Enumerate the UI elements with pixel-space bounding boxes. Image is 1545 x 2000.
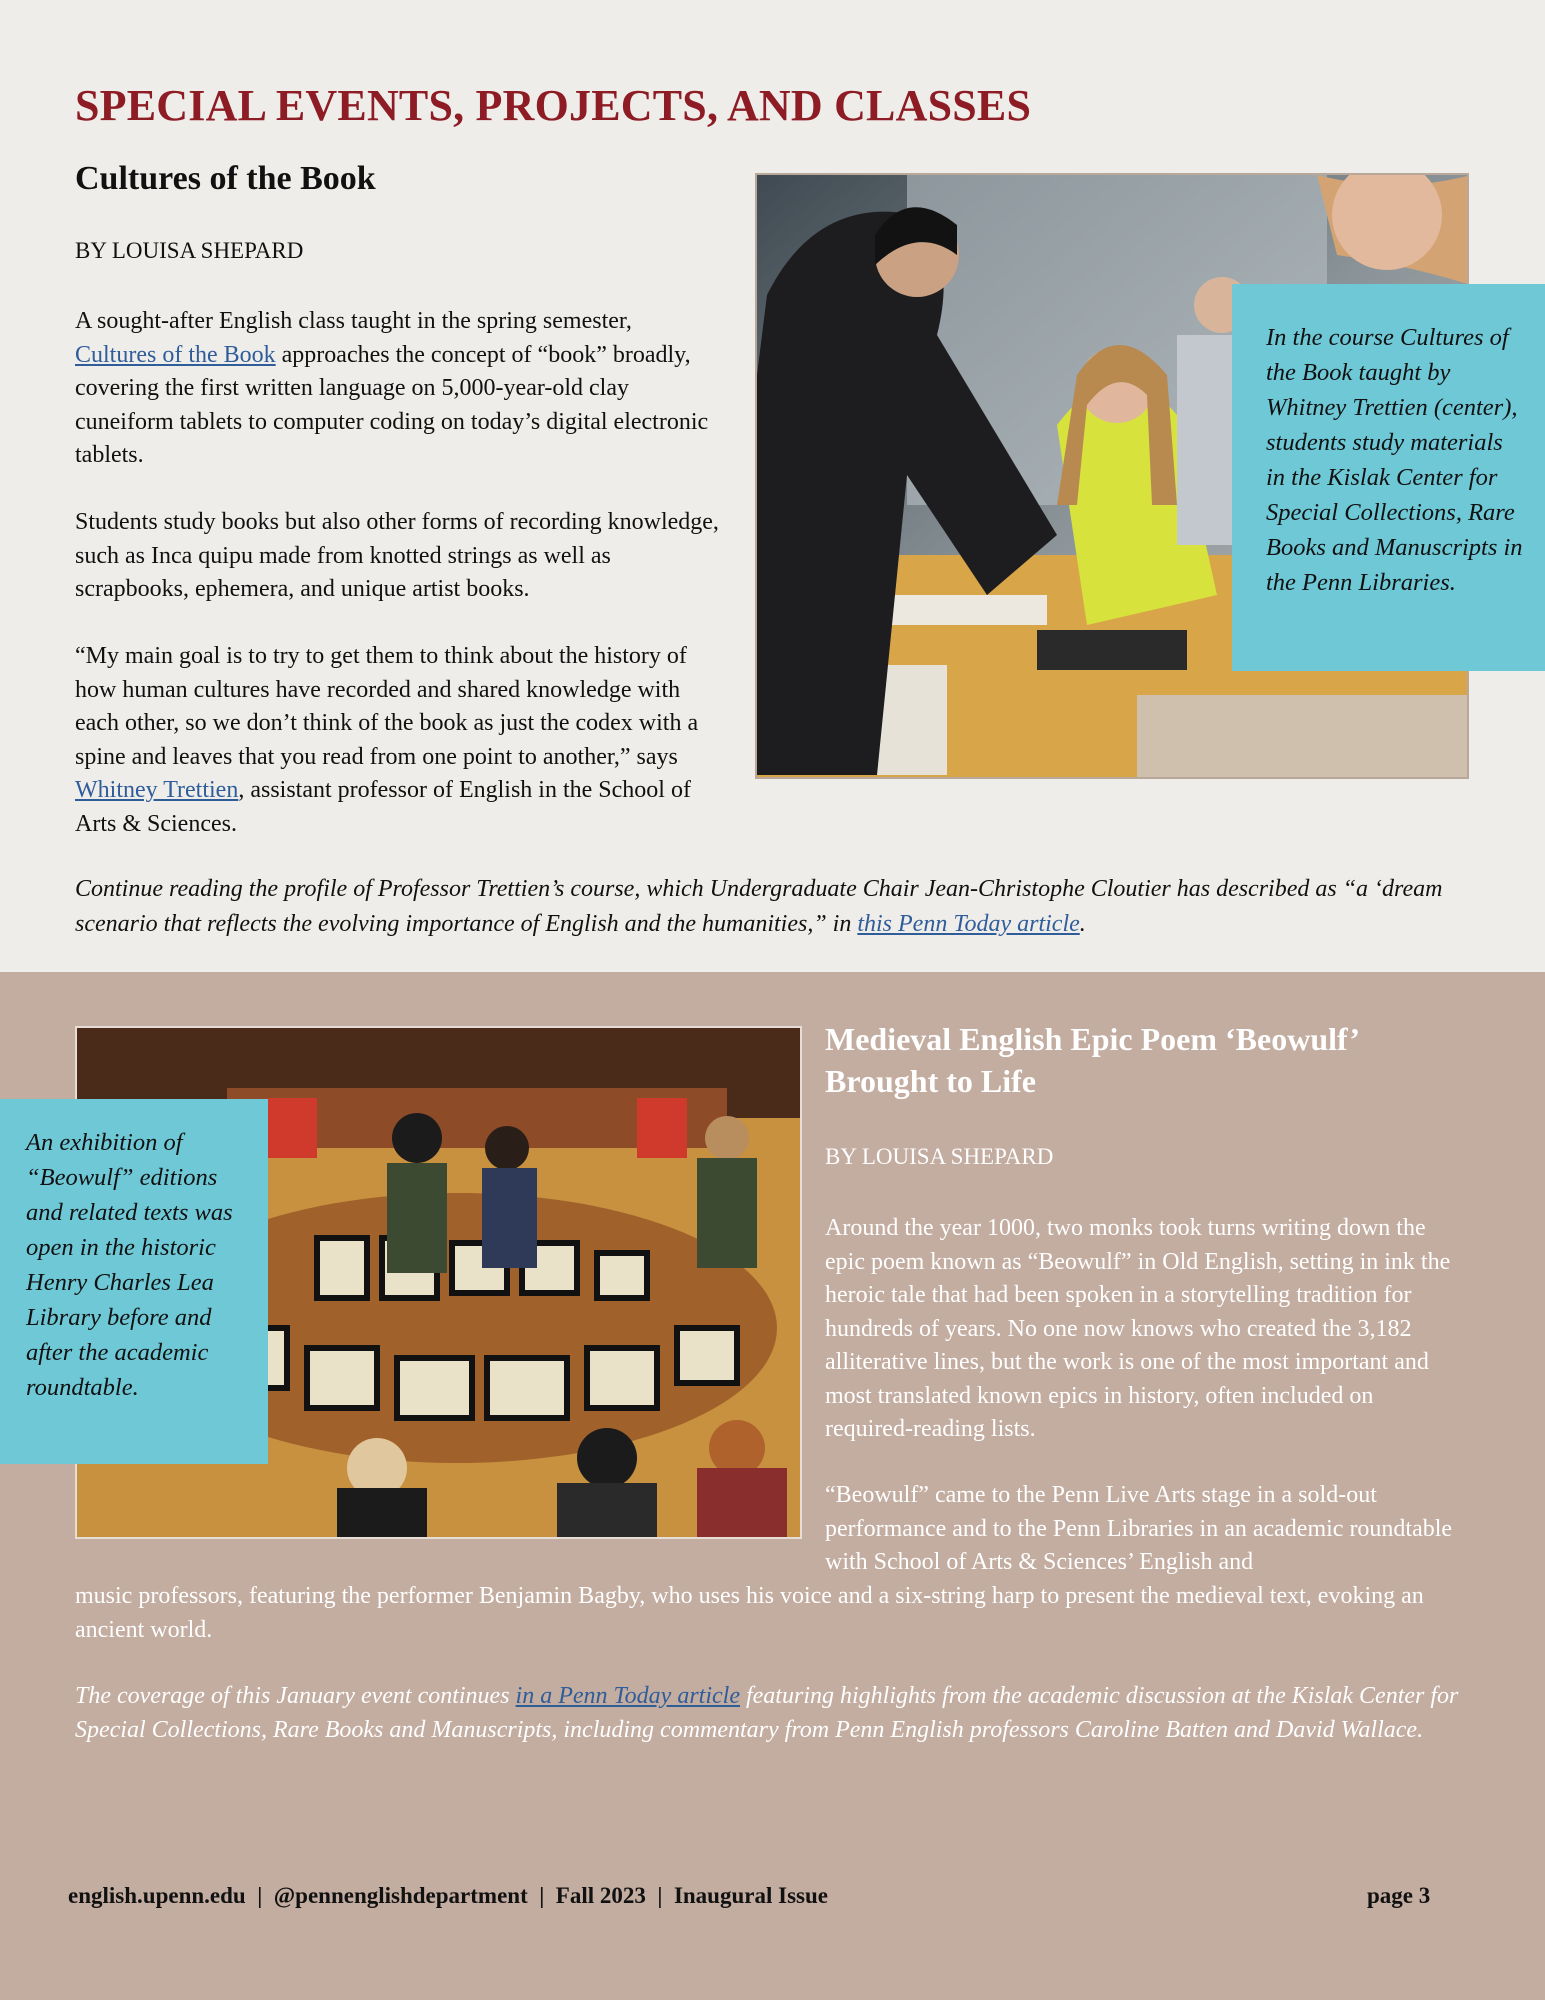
page-number: page 3	[1367, 1883, 1431, 1908]
caption-cultures-photo: In the course Cultures of the Book taught by Whitney Trettien (center), students study materials in the Kislak Center for Special Collections, Rare Books and Manuscripts in the Penn Libraries.	[1232, 284, 1545, 671]
paragraph-2: Students study books but also other forms of recording knowledge, such as Inca quipu made from knotted strings as well as scrapbooks, ephemera, and unique artist books.	[75, 509, 719, 602]
footer: english.upenn.edu | @pennenglishdepartment | Fall 2023 | Inaugural Issue	[68, 1883, 828, 1908]
whitney-trettien-link[interactable]: Whitney Trettien	[75, 777, 239, 803]
penn-today-article-link[interactable]: this Penn Today article	[857, 911, 1080, 937]
continue-reading: Continue reading the profile of Professor Trettien’s course, which Undergraduate Chair Jean-Christophe Cloutier has described as “a ‘dream scenario that reflects the evolving importance of English and the humanities,” in this Penn Today article.	[75, 876, 1443, 937]
paragraph-3: “My main goal is to try to get them to think about the history of how human cultures have recorded and shared knowledge with each other, so we don’t think of the book as just the codex with a spine and leaves that you read from one point to another,” says Whitney Trettien, assistant professor of English in the School of Arts & Sciences.	[75, 643, 699, 837]
section-heading: SPECIAL EVENTS, PROJECTS, AND CLASSES	[75, 81, 1032, 130]
penn-today-article-link[interactable]: in a Penn Today article	[515, 1683, 740, 1709]
article-title-cultures: Cultures of the Book	[75, 160, 376, 197]
paragraph-1: A sought-after English class taught in the spring semester, Cultures of the Book approaches the concept of “book” broadly, covering the first written language on 5,000-year-old clay cuneiform tablets to computer coding on today’s digital electronic tablets.	[75, 308, 709, 468]
byline: BY LOUISA SHEPARD	[825, 1144, 1054, 1169]
beowulf-paragraph-1: Around the year 1000, two monks took turns writing down the epic poem known as “Beowulf” in Old English, setting in ink the heroic tale that had been spoken in a storytelling tradition for hundreds of years. No one now knows who created the 3,182 alliterative lines, but the work is one of the most important and most translated known epics in history, often included on required-reading lists.	[825, 1215, 1451, 1442]
byline: BY LOUISA SHEPARD	[75, 238, 304, 263]
beowulf-paragraph-2a: “Beowulf” came to the Penn Live Arts stage in a sold-out performance and to the Penn Libraries in an academic roundtable with School of Arts & Sciences’ English and	[825, 1482, 1453, 1575]
beowulf-coverage: The coverage of this January event continues in a Penn Today article featuring highlights from the academic discussion at the Kislak Center for Special Collections, Rare Books and Manuscripts, including commentary from Penn English professors Caroline Batten and David Wallace.	[75, 1683, 1459, 1743]
beowulf-paragraph-2b: music professors, featuring the performer Benjamin Bagby, who uses his voice and a six-string harp to present the medieval text, evoking an ancient world.	[75, 1583, 1424, 1643]
caption-beowulf-photo: An exhibition of “Beowulf” editions and related texts was open in the historic Henry Charles Lea Library before and after the academic roundtable.	[0, 1099, 268, 1464]
article-title-beowulf: Medieval English Epic Poem ‘Beowulf’ Brought to Life	[825, 1021, 1358, 1099]
cultures-of-the-book-link[interactable]: Cultures of the Book	[75, 341, 276, 368]
